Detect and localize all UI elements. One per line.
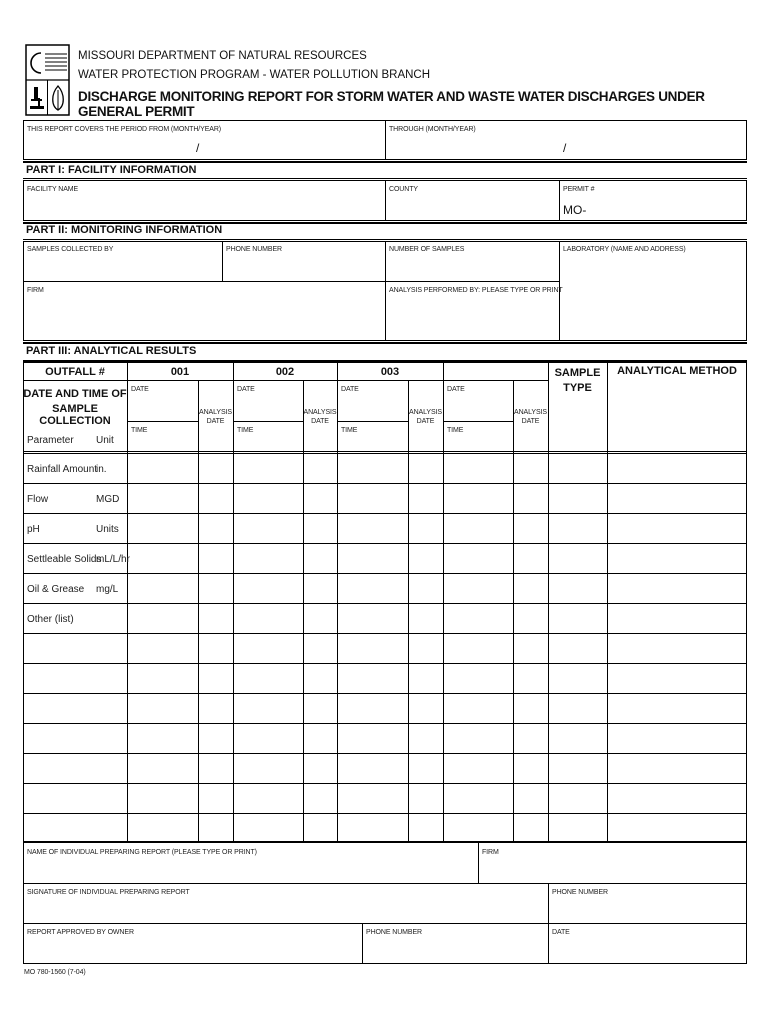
approval-date-label: DATE — [552, 929, 570, 936]
form-number: MO 780-1560 (7-04) — [24, 969, 86, 976]
outfall-003-time-label: TIME — [341, 427, 358, 434]
part3-heading: PART III: ANALYTICAL RESULTS — [26, 345, 197, 357]
firm-label: FIRM — [27, 287, 44, 294]
param-name: Other (list) — [27, 614, 74, 625]
date-time-label-2: SAMPLE COLLECTION — [39, 403, 111, 427]
outfall-004-analysis-date-label: DATE — [521, 418, 540, 425]
table-row[interactable] — [23, 723, 747, 753]
unit-label: Unit — [96, 435, 114, 446]
date-time-label-1: DATE AND TIME OF — [23, 388, 127, 400]
outfall-002: 002 — [275, 366, 295, 378]
phone-label: PHONE NUMBER — [226, 246, 282, 253]
analysis-by-label: ANALYSIS PERFORMED BY: PLEASE TYPE OR PRINT — [389, 287, 563, 294]
outfall-004-time-label: TIME — [447, 427, 464, 434]
outfall-004-analysis-label: ANALYSIS — [514, 409, 547, 416]
period-through-label: THROUGH (MONTH/YEAR) — [389, 126, 476, 133]
dept-name: MISSOURI DEPARTMENT OF NATURAL RESOURCES — [78, 50, 367, 62]
outfall-002-time-label: TIME — [237, 427, 254, 434]
table-row[interactable] — [23, 813, 747, 843]
signature-phone-label: PHONE NUMBER — [552, 889, 608, 896]
outfall-001-date-label: DATE — [131, 386, 149, 393]
outfall-003-analysis-date-label: DATE — [416, 418, 435, 425]
sample-type-label-2: TYPE — [563, 382, 592, 394]
num-samples-label: NUMBER OF SAMPLES — [389, 246, 465, 253]
outfall-001-analysis-date-label: DATE — [206, 418, 225, 425]
table-row[interactable] — [23, 783, 747, 813]
param-unit: mL/L/hr — [96, 554, 130, 565]
table-row[interactable] — [23, 453, 747, 483]
form-title: DISCHARGE MONITORING REPORT FOR STORM WATER AND WASTE WATER DISCHARGES UNDER GENERAL PERMIT — [78, 89, 705, 119]
table-row[interactable] — [23, 753, 747, 783]
outfall-001-time-label: TIME — [131, 427, 148, 434]
table-row[interactable] — [23, 693, 747, 723]
outfall-003-analysis-label: ANALYSIS — [409, 409, 442, 416]
part2-heading: PART II: MONITORING INFORMATION — [26, 224, 223, 236]
param-name: pH — [27, 524, 40, 535]
permit-label: PERMIT # — [563, 186, 595, 193]
param-name: Oil & Grease — [27, 584, 85, 595]
period-from-label: THIS REPORT COVERS THE PERIOD FROM (MONTH/YEAR) — [27, 126, 222, 133]
param-unit: MGD — [96, 494, 120, 505]
param-label: Parameter — [27, 435, 74, 446]
outfall-002-analysis-label: ANALYSIS — [303, 409, 337, 416]
outfall-label: OUTFALL # — [45, 366, 105, 378]
period-through-input[interactable]: / — [563, 141, 567, 155]
table-row[interactable] — [23, 603, 747, 633]
laboratory-label: LABORATORY (NAME AND ADDRESS) — [563, 246, 686, 253]
param-name: Flow — [27, 494, 49, 505]
approved-by-label: REPORT APPROVED BY OWNER — [27, 929, 134, 936]
outfall-003: 003 — [380, 366, 400, 378]
dnr-logo — [25, 44, 70, 116]
table-row[interactable] — [23, 573, 747, 603]
period-from-input[interactable]: / — [196, 141, 200, 155]
program-name: WATER PROTECTION PROGRAM - WATER POLLUTION BRANCH — [78, 69, 431, 81]
facility-name-label: FACILITY NAME — [27, 186, 79, 193]
permit-input[interactable]: MO- — [563, 203, 587, 217]
outfall-002-date-label: DATE — [237, 386, 255, 393]
part1-heading: PART I: FACILITY INFORMATION — [26, 164, 197, 176]
outfall-002-analysis-date-label: DATE — [311, 418, 329, 425]
preparer-name-label: NAME OF INDIVIDUAL PREPARING REPORT (PLEASE TYPE OR PRINT) — [27, 849, 257, 856]
outfall-003-date-label: DATE — [341, 386, 359, 393]
sample-type-label-1: SAMPLE — [554, 367, 601, 379]
signature-label: SIGNATURE OF INDIVIDUAL PREPARING REPORT — [27, 889, 190, 896]
param-unit: in. — [96, 464, 107, 475]
table-row[interactable] — [23, 543, 747, 573]
param-unit: Units — [96, 524, 119, 535]
outfall-001: 001 — [170, 366, 190, 378]
param-unit: mg/L — [96, 584, 119, 595]
approval-phone-label: PHONE NUMBER — [366, 929, 422, 936]
analytical-method-label: ANALYTICAL METHOD — [617, 365, 737, 377]
table-row[interactable] — [23, 633, 747, 663]
county-label: COUNTY — [389, 186, 418, 193]
table-row[interactable] — [23, 513, 747, 543]
preparer-firm-label: FIRM — [482, 849, 499, 856]
param-name: Settleable Solids — [27, 554, 102, 565]
table-row[interactable] — [23, 663, 747, 693]
table-row[interactable] — [23, 483, 747, 513]
outfall-004-date-label: DATE — [447, 386, 465, 393]
outfall-001-analysis-label: ANALYSIS — [199, 409, 232, 416]
samples-collected-label: SAMPLES COLLECTED BY — [27, 246, 114, 253]
param-name: Rainfall Amount — [27, 464, 98, 475]
